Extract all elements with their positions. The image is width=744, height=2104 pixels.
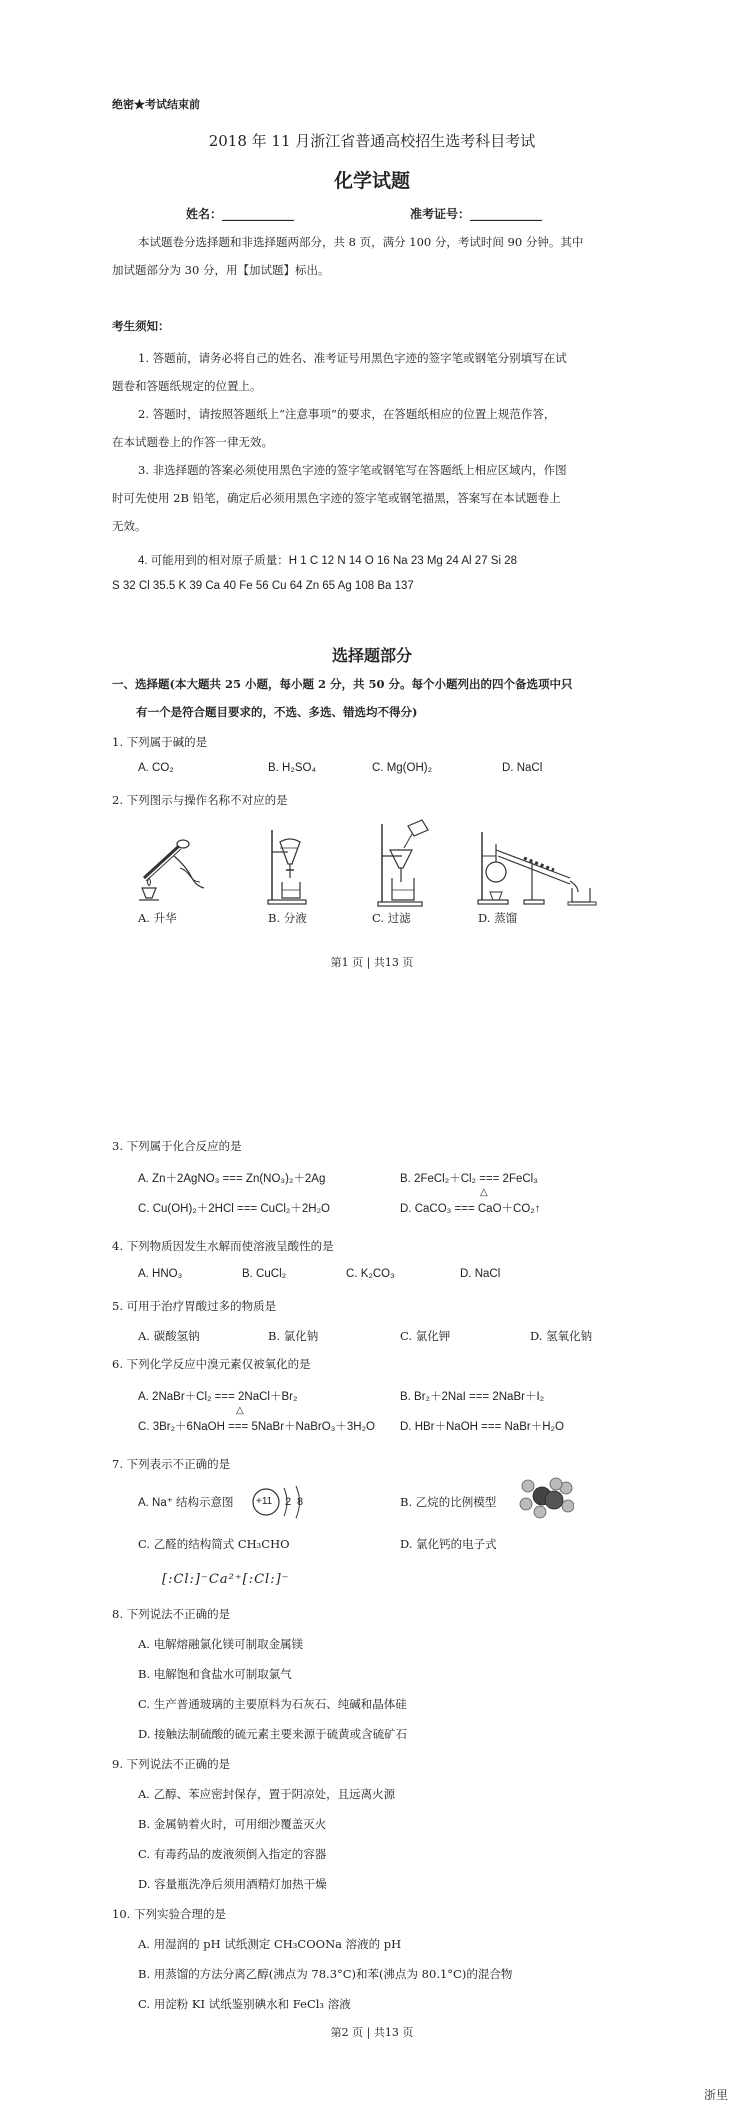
section-title: 选择题部分 (331, 646, 412, 665)
page-2-footer: 第2 页 | 共13 页 (330, 2026, 414, 2039)
q4-stem: 4. 下列物质因发生水解而使溶液呈酸性的是 (112, 1239, 334, 1253)
q3-stem: 3. 下列属于化合反应的是 (112, 1139, 242, 1153)
atomic-mass-line-2: S 32 Cl 35.5 K 39 Ca 40 Fe 56 Cu 64 Zn 65 Ag 108 Ba 137 (112, 580, 414, 592)
separatory-funnel-figure (262, 826, 312, 906)
q1-option-c: C. Mg(OH)₂ (372, 762, 433, 774)
q9-option-b: B. 金属钠着火时，可用细沙覆盖灭火 (138, 1817, 327, 1831)
page-1-footer: 第1 页 | 共13 页 (330, 956, 414, 969)
q8-option-d: D. 接触法制硫酸的硫元素主要来源于硫黄或含硫矿石 (138, 1727, 408, 1741)
q4-option-c: C. K₂CO₃ (346, 1268, 395, 1280)
q5-stem: 5. 可用于治疗胃酸过多的物质是 (112, 1299, 277, 1313)
q1-stem: 1. 下列属于碱的是 (112, 735, 208, 749)
q3-option-a: A. Zn＋2AgNO₃ === Zn(NO₃)₂＋2Ag (138, 1173, 326, 1185)
q4-option-b: B. CuCl₂ (242, 1268, 287, 1280)
q9-option-c: C. 有毒药品的废液须倒入指定的容器 (138, 1847, 327, 1861)
q8-option-c: C. 生产普通玻璃的主要原料为石灰石、纯碱和晶体硅 (138, 1697, 407, 1711)
q1-option-d: D. NaCl (502, 762, 543, 774)
notice-title: 考生须知： (112, 319, 170, 333)
heat-symbol: △ (236, 1405, 244, 1416)
q1-option-b: B. H₂SO₄ (268, 762, 317, 774)
notice-line: 1. 答题前，请务必将自己的姓名、准考证号用黑色字迹的签字笔或钢笔分别填写在试 (138, 351, 567, 365)
electron-shell-2: 8 (297, 1496, 304, 1508)
atomic-mass-line-1: 4. 可能用到的相对原子质量：H 1 C 12 N 14 O 16 Na 23 Mg 24 Al 27 Si 28 (138, 555, 517, 567)
watermark: 浙里 (704, 2088, 729, 2102)
exam-title: 2018 年 11 月浙江省普通高校招生选考科目考试 (208, 132, 536, 150)
q7-option-a: A. Na⁺ 结构示意图 (138, 1497, 234, 1509)
electron-shell-1: 2 (285, 1496, 292, 1508)
secret-label: 绝密★考试结束前 (112, 98, 200, 111)
section-instructions-2: 有一个是符合题目要求的，不选、多选、错选均不得分) (136, 705, 418, 719)
q6-option-b: B. Br₂＋2NaI === 2NaBr＋I₂ (400, 1391, 545, 1403)
nucleus-charge: +11 (256, 1496, 273, 1507)
q6-option-a: A. 2NaBr＋Cl₂ === 2NaCl＋Br₂ (138, 1391, 298, 1403)
q5-option-b: B. 氯化钠 (268, 1329, 319, 1343)
calcium-chloride-electron-formula: [:Cl:]⁻Ca²⁺[:Cl:]⁻ (162, 1572, 290, 1587)
q7-stem: 7. 下列表示不正确的是 (112, 1457, 231, 1471)
q5-option-a: A. 碳酸氢钠 (138, 1329, 200, 1343)
section-instructions-1: 一、选择题(本大题共 25 小题，每小题 2 分，共 50 分。每个小题列出的四个备选项中只 (112, 677, 573, 691)
q4-option-d: D. NaCl (460, 1268, 501, 1280)
intro-line-2: 加试题部分为 30 分，用【加试题】标出。 (112, 263, 330, 277)
intro-line-1: 本试题卷分选择题和非选择题两部分，共 8 页，满分 100 分，考试时间 90 分钟。其中 (138, 235, 584, 249)
q7-option-b: B. 乙烷的比例模型 (400, 1495, 497, 1509)
q6-stem: 6. 下列化学反应中溴元素仅被氧化的是 (112, 1357, 311, 1371)
q9-option-d: D. 容量瓶洗净后须用酒精灯加热干燥 (138, 1877, 327, 1891)
subject-title: 化学试题 (333, 170, 410, 192)
q5-option-d: D. 氢氧化钠 (530, 1329, 593, 1343)
q3-option-c: C. Cu(OH)₂＋2HCl === CuCl₂＋2H₂O (138, 1203, 331, 1215)
name-field: 姓名：____________ (186, 207, 295, 221)
heat-symbol: △ (480, 1187, 488, 1198)
q8-option-a: A. 电解熔融氯化镁可制取金属镁 (138, 1637, 304, 1651)
candidate-id-field: 准考证号：____________ (410, 207, 543, 221)
q4-option-a: A. HNO₃ (138, 1268, 183, 1280)
filtration-apparatus-figure (372, 816, 432, 908)
q3-option-b: B. 2FeCl₂＋Cl₂ === 2FeCl₃ (400, 1173, 538, 1185)
notice-line: 3. 非选择题的答案必须使用黑色字迹的签字笔或钢笔写在答题纸上相应区域内，作图 (138, 463, 567, 477)
q2-option-d: D. 蒸馏 (478, 911, 518, 925)
q6-option-c: C. 3Br₂＋6NaOH === 5NaBr＋NaBrO₃＋3H₂O (138, 1421, 375, 1433)
q6-option-d: D. HBr＋NaOH === NaBr＋H₂O (400, 1421, 564, 1433)
notice-line: 时可先使用 2B 铅笔，确定后必须用黑色字迹的签字笔或钢笔描黑，答案写在本试题卷上 (112, 491, 561, 505)
q10-option-c: C. 用淀粉 KI 试纸鉴别碘水和 FeCl₃ 溶液 (138, 1997, 351, 2011)
q9-option-a: A. 乙醇、苯应密封保存，置于阴凉处，且远离火源 (138, 1787, 396, 1801)
q10-stem: 10. 下列实验合理的是 (112, 1907, 226, 1921)
q10-option-a: A. 用湿润的 pH 试纸测定 CH₃COONa 溶液的 pH (138, 1937, 402, 1951)
q1-option-a: A. CO₂ (138, 762, 174, 774)
q2-option-b: B. 分液 (268, 911, 307, 925)
q9-stem: 9. 下列说法不正确的是 (112, 1757, 231, 1771)
q2-option-a: A. 升华 (138, 911, 177, 925)
notice-line: 无效。 (112, 519, 147, 533)
q7-option-c: C. 乙醛的结构简式 CH₃CHO (138, 1537, 290, 1551)
q3-option-d: D. CaCO₃ === CaO＋CO₂↑ (400, 1203, 541, 1215)
distillation-apparatus-figure (474, 826, 604, 906)
notice-line: 在本试题卷上的作答一律无效。 (112, 435, 273, 449)
sublimation-apparatus-figure (134, 826, 214, 904)
q2-stem: 2. 下列图示与操作名称不对应的是 (112, 793, 288, 807)
notice-line: 2. 答题时，请按照答题纸上“注意事项”的要求，在答题纸相应的位置上规范作答， (138, 407, 556, 421)
q7-option-d: D. 氯化钙的电子式 (400, 1537, 497, 1551)
notice-line: 题卷和答题纸规定的位置上。 (112, 379, 262, 393)
q10-option-b: B. 用蒸馏的方法分离乙醇(沸点为 78.3°C)和苯(沸点为 80.1°C)的混合物 (138, 1967, 513, 1981)
q8-option-b: B. 电解饱和食盐水可制取氯气 (138, 1667, 292, 1681)
ethane-space-filling-model (518, 1474, 574, 1522)
q2-option-c: C. 过滤 (372, 911, 411, 925)
q5-option-c: C. 氯化钾 (400, 1329, 451, 1343)
q8-stem: 8. 下列说法不正确的是 (112, 1607, 231, 1621)
